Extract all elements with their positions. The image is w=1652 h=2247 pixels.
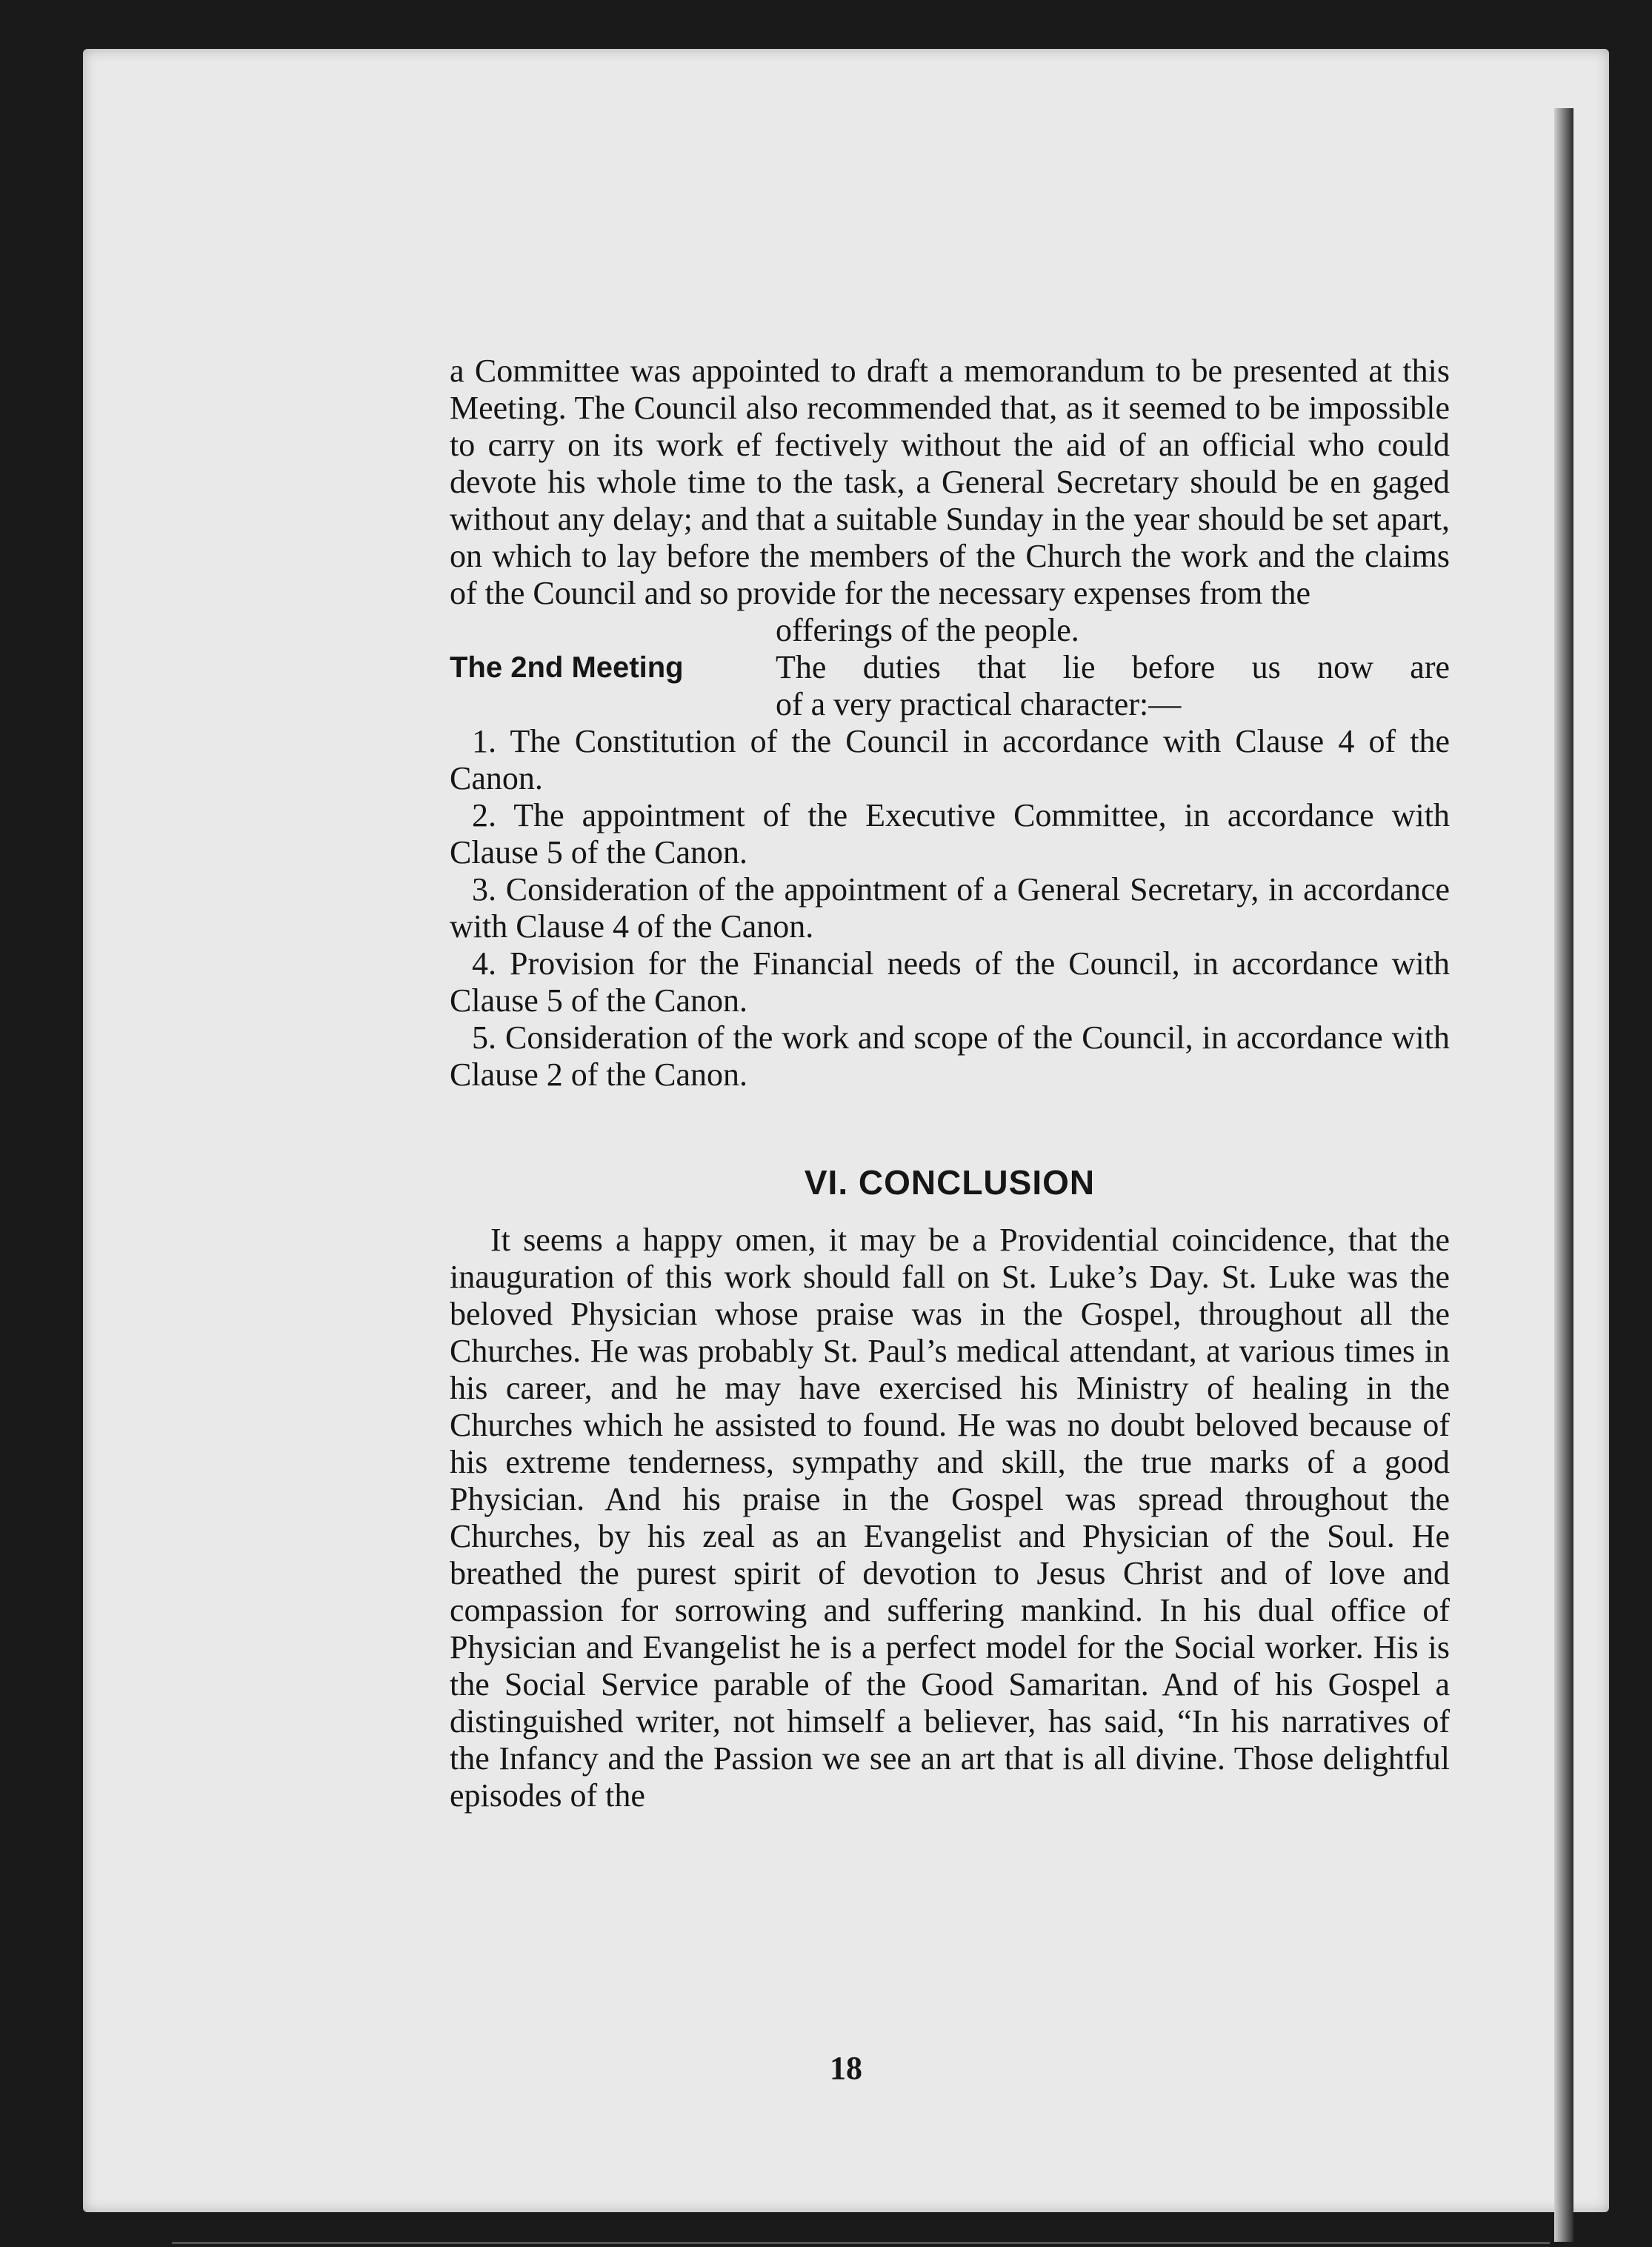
section-title: VI. CONCLUSION — [804, 1163, 1096, 1202]
meeting-intro-line1: The duties that lie before us now are — [776, 649, 1450, 685]
bottom-rule — [172, 2242, 1550, 2244]
line: a Committee was appointed to draft a memorandum to be — [450, 353, 1233, 389]
line: that, as it seemed to be impossible to carry on its work ef — [450, 390, 1450, 463]
body-text — [450, 353, 1450, 1814]
line: fectively without the aid of an official who could devote his — [450, 427, 1450, 500]
document-page — [83, 49, 1609, 2212]
meeting-intro — [776, 649, 1450, 686]
meeting-intro-line2: of a very practical character:— — [776, 686, 1182, 722]
meeting-heading: The 2nd Meeting — [450, 651, 684, 684]
list-item: 5. Consideration of the work and scope of the Council, in accordance with Clause 2 of the Canon. — [450, 1019, 1450, 1093]
conclusion-paragraph: It seems a happy omen, it may be a Providential coincidence, that the inauguration of this work should fall on St. Luke’s Day. St. Luke was the beloved Physician whose praise was in the Gospel, throughout all the Churches. He was probably St. Paul’s medical attendant, at various times in his career, and he may have exercised his Ministry of healing in the Churches which he assisted to found. He was no doubt beloved because of his extreme tenderness, sympathy and skill, the true marks of a good Physician. And his praise in the Gospel was spread throughout the Churches, by his zeal as an Evangelist and Physician of the Soul. He breathed the purest spirit of devotion to Jesus Christ and of love and compassion for sorrowing and suffering mankind. In his dual office of Physician and Evangelist he is a perfect model for the Social worker. His is the Social Service parable of the Good Samaritan. And of his Gospel a distinguished writer, not himself a believer, has said, “In his narratives of the Infancy and the Passion we see an art that is all divine. Those delightful episodes of the — [450, 1222, 1450, 1814]
top-paragraph — [450, 353, 1450, 612]
line: members of the Church the work and the claims of the — [450, 538, 1451, 611]
list-item: 1. The Constitution of the Council in accordance with Clause 4 of the Canon. — [450, 723, 1450, 796]
page-number: 18 — [830, 2050, 862, 2086]
page-edge-shadow — [1554, 108, 1573, 2242]
line: Council and so provide for the necessary expenses from the — [533, 575, 1310, 611]
list-item: 2. The appointment of the Executive Committee, in accordance with Clause 5 of the Canon. — [450, 797, 1450, 870]
line: gaged without any delay; and that a suitable Sunday in — [450, 464, 1450, 537]
line: whole time to the task, a General Secretary should be en — [596, 464, 1361, 500]
list-item: 3. Consideration of the appointment of a General Secretary, in accordance with Clause 4 of the Canon. — [450, 871, 1450, 945]
list-item: 4. Provision for the Financial needs of the Council, in accordance with Clause 5 of the Canon. — [450, 945, 1450, 1019]
line: presented at this Meeting. The Council also recommended — [450, 353, 1450, 426]
top-paragraph-last-line: offerings of the people. — [776, 612, 1079, 648]
meeting-block — [450, 649, 1450, 686]
line: the year should be set apart, on which to lay before the — [450, 501, 1450, 574]
